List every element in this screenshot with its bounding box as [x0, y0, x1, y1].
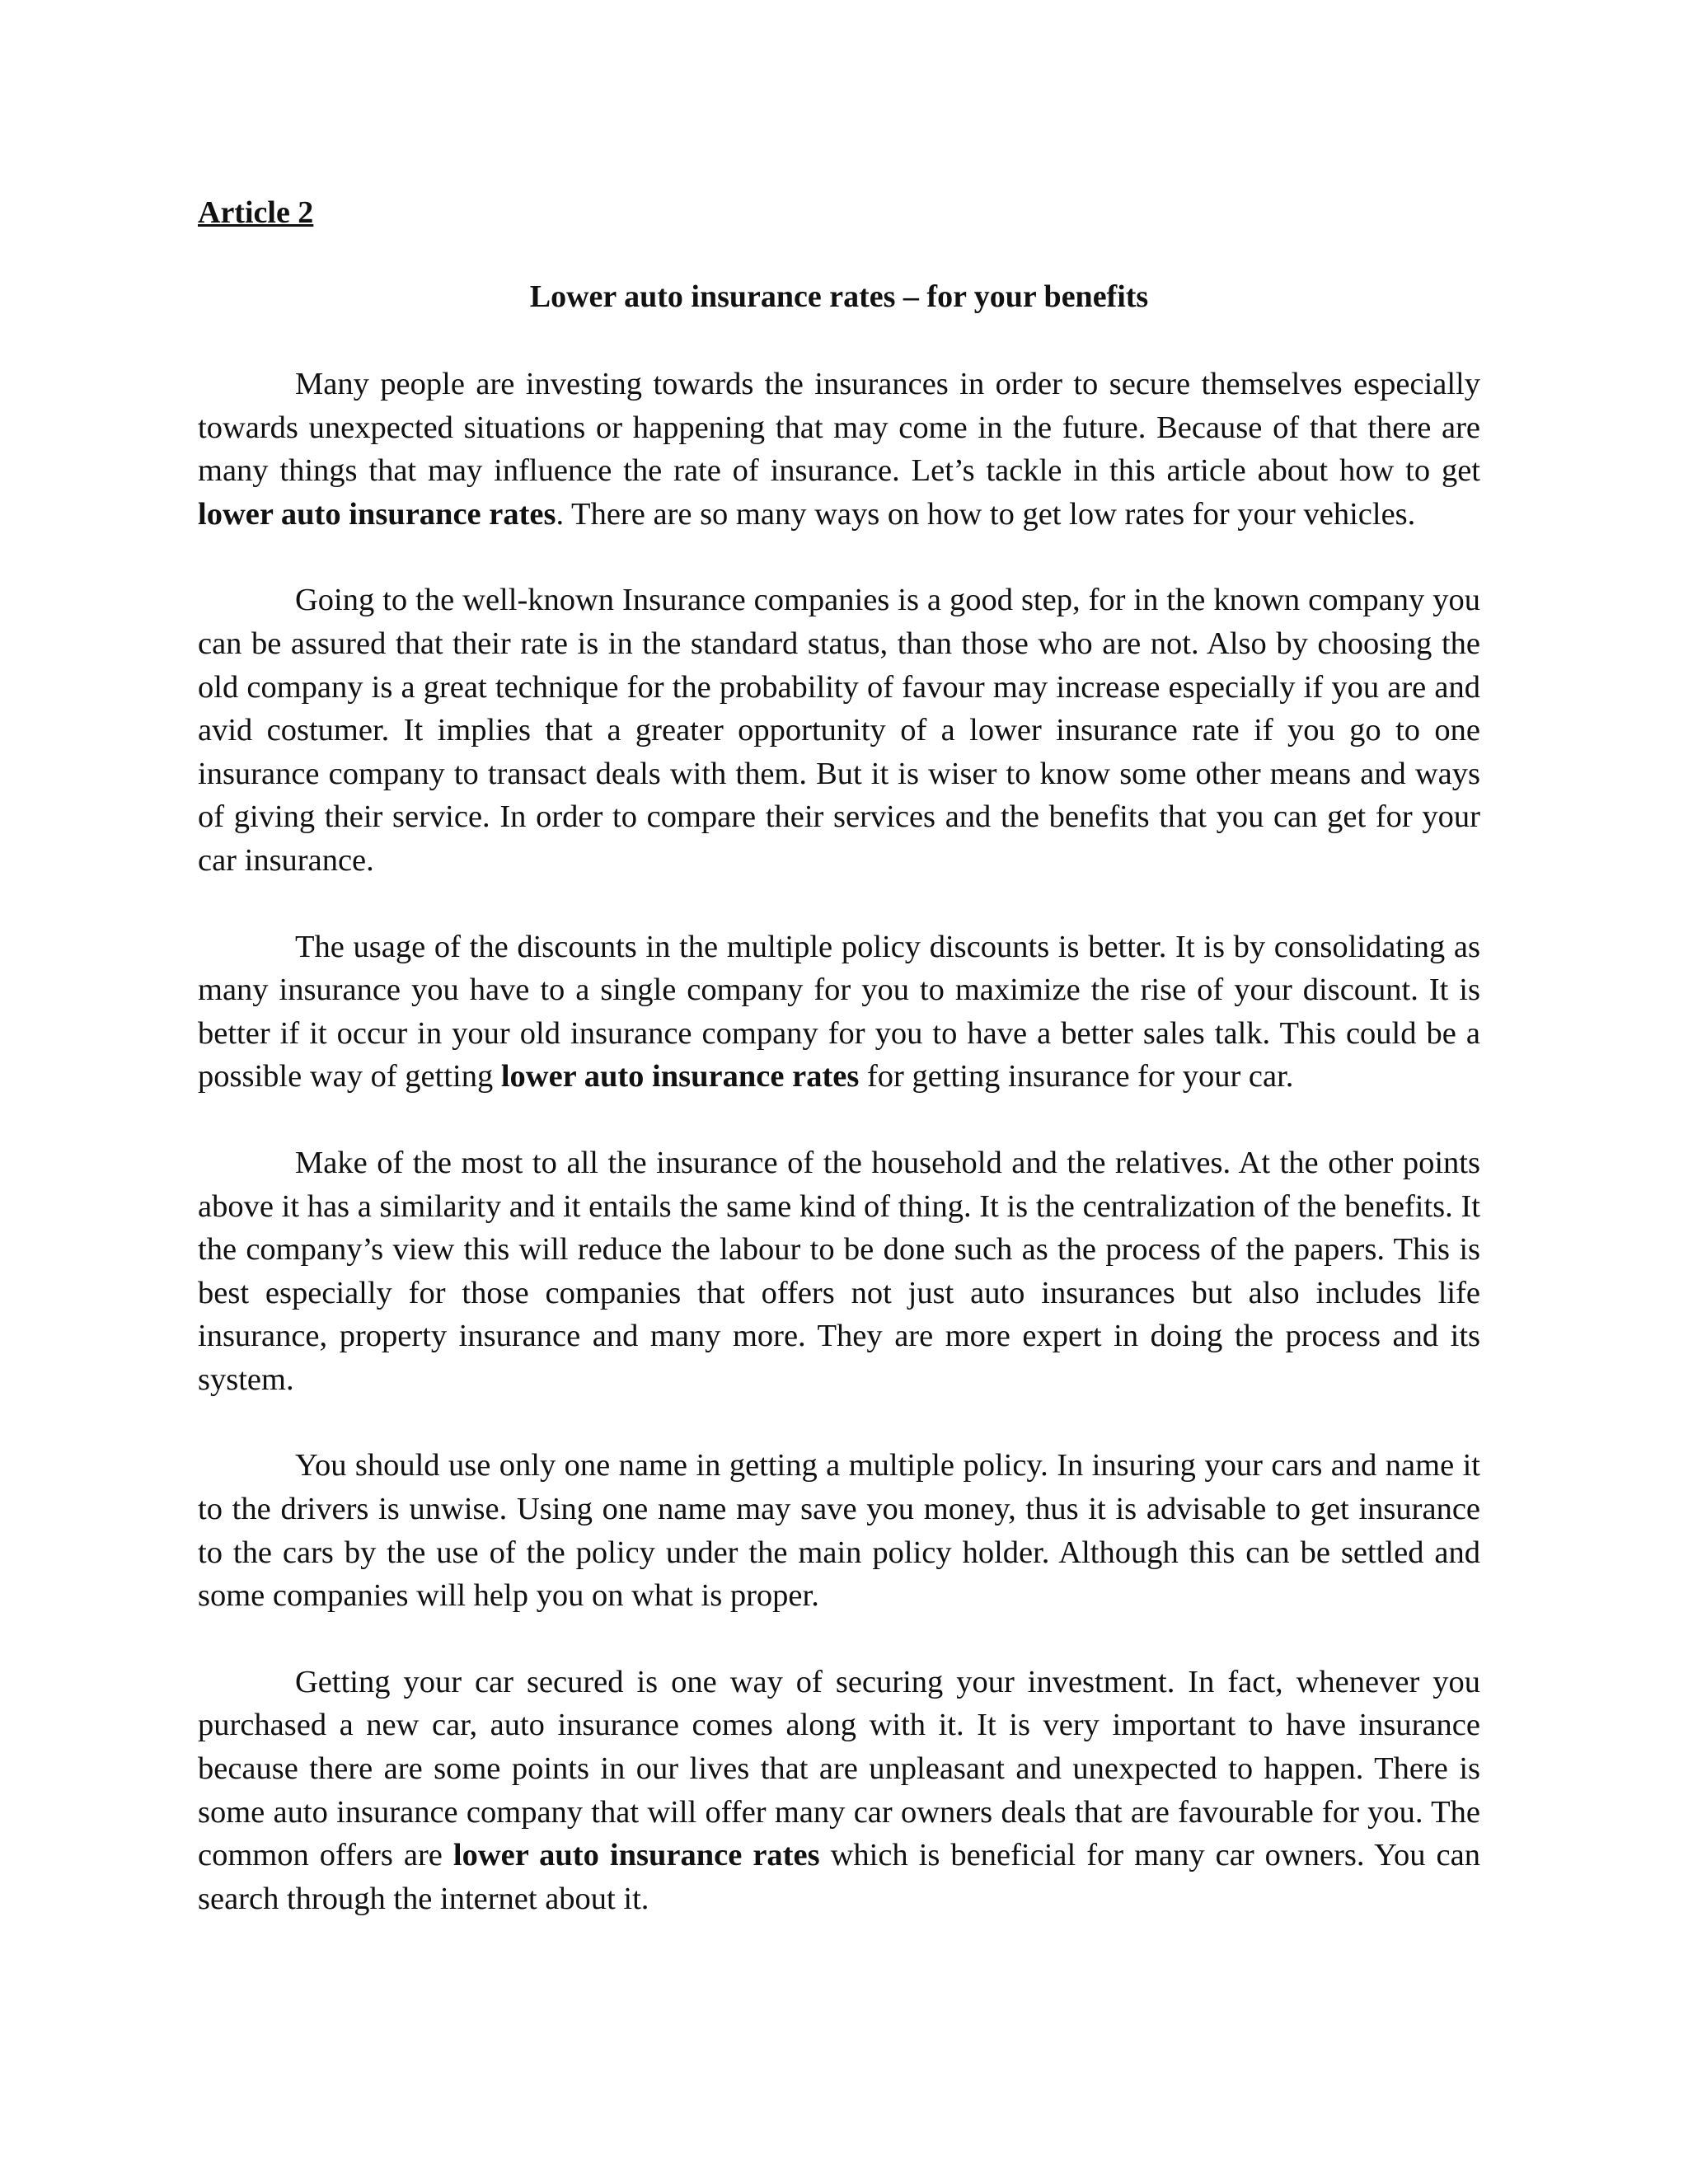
article-label: Article 2 — [198, 195, 314, 230]
paragraph-text: which is beneficial for many car owners. You can search through the internet about it. — [198, 1838, 1480, 1916]
keyword-highlight: lower auto insurance rates — [452, 1838, 820, 1873]
paragraph — [198, 1444, 1480, 1617]
paragraph — [198, 363, 1480, 536]
paragraph-text: Going to the well-known Insurance companies is a good step, for in the known company you can be assured that their rate is in the standard status, than those who are not. Also by choosing the old company is a great technique for the probability of favour may increase especially if you are and avid costumer. It implies that a greater opportunity of a lower insurance rate if you go to one insurance company to transact deals with them. But it is wiser to know some other means and ways of giving their service. In order to compare their services and the benefits that you can get for your car insurance. — [198, 583, 1480, 878]
paragraph — [198, 926, 1480, 1099]
paragraph-text: The usage of the discounts in the multiple policy discounts is better. It is by consolidating as many insurance you have to a single company for you to maximize the rise of your discount. It is better if it occur in your old insurance company for you to have a better sales talk. This could be a possible way of getting — [198, 929, 1480, 1094]
paragraph-text: for getting insurance for your car. — [859, 1059, 1294, 1094]
paragraph-text: . There are so many ways on how to get low rates for your vehicles. — [556, 496, 1416, 532]
paragraph-text: Make of the most to all the insurance of the household and the relatives. At the other points above it has a similarity and it entails the same kind of thing. It is the centralization of the benefits. It the company’s view this will reduce the labour to be done such as the process of the papers. This is best especially for those companies that offers not just auto insurances but also includes life insurance, property insurance and many more. They are more expert in doing the process and its system. — [198, 1145, 1480, 1397]
paragraph — [198, 1661, 1480, 1921]
paragraph-text: Many people are investing towards the insurances in order to secure themselves especially towards unexpected situations or happening that may come in the future. Because of that there are many things that may influence the rate of insurance. Let’s tackle in this article about how to get — [198, 367, 1480, 489]
paragraph-text: Getting your car secured is one way of securing your investment. In fact, whenever you purchased a new car, auto insurance comes along with it. It is very important to have insurance because there are some points in our lives that are unpleasant and unexpected to happen. There is some auto insurance company that will offer many car owners deals that are favourable for you. The common offers are — [198, 1664, 1480, 1873]
article-title: Lower auto insurance rates – for your benefits — [529, 279, 1149, 314]
paragraph — [198, 1141, 1480, 1402]
paragraph — [198, 579, 1480, 882]
paragraph-text: You should use only one name in getting a multiple policy. In insuring your cars and name it to the drivers is unwise. Using one name may save you money, thus it is advisable to get insurance to the cars by the use of the policy under the main policy holder. Although this can be settled and some companies will help you on what is proper. — [198, 1448, 1480, 1614]
document-body — [198, 191, 1480, 1920]
keyword-highlight: lower auto insurance rates — [500, 1059, 860, 1094]
keyword-highlight: lower auto insurance rates — [198, 496, 556, 532]
